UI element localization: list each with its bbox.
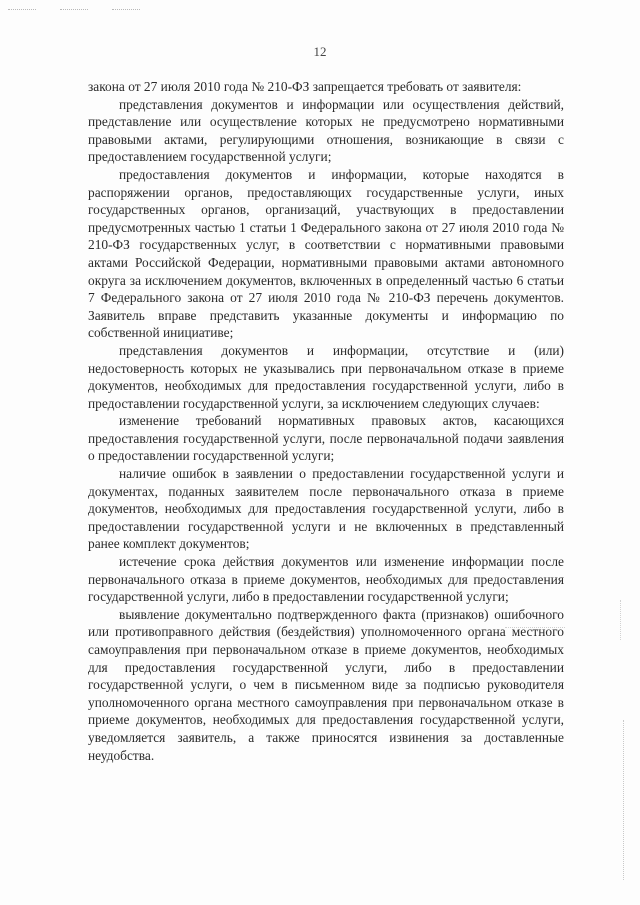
paragraph-4: представления документов и информации, отсутствие и (или) недостоверность которых не указывались при первоначальном отказе в приеме документов, необходимых для предоставления государственной услуги, либо в предоставлении государственной услуги, за исключением следующих случаев: [88,342,564,411]
document-body [88,78,564,764]
scan-smudge [505,627,565,636]
scan-artifact [8,9,178,13]
paragraph-6: наличие ошибок в заявлении о предоставлении государственной услуги и документах, поданных заявителем после первоначального отказа в приеме документов, необходимых для предоставления государственной услуги, либо в предоставлении государственной услуги и не включенных в представленный ранее комплект документов; [88,466,564,552]
scan-edge-mark [623,720,626,880]
paragraph-7: истечение срока действия документов или изменение информации после первоначального отказа в приеме документов, необходимых для предоставления государственной услуги, либо в предоставлении государственной услуги; [88,554,564,605]
scan-edge-mark [620,600,622,640]
paragraph-5: изменение требований нормативных правовых актов, касающихся предоставления государственной услуги, после первоначальной подачи заявления о предоставлении государственной услуги; [88,413,564,464]
page-number: 12 [313,44,327,59]
paragraph-3: предоставления документов и информации, которые находятся в распоряжении органов, предоставляющих государственные услуги, иных государственных органов, организаций, участвующих в предоставлении предусмотренных частью 1 статьи 1 Федерального закона от 27 июля 2010 года № 210-ФЗ государственных услуг, в соответствии с нормативными правовыми актами Российской Федерации, нормативными правовыми актами автономного округа за исключением документов, включенных в определенный частью 6 статьи 7 Федерального закона от 27 июля 2010 года № 210-ФЗ перечень документов. Заявитель вправе представить указанные документы и информацию по собственной инициативе; [88,166,564,341]
paragraph-2: представления документов и информации или осуществления действий, представление или осуществление которых не предусмотрено нормативными правовыми актами, регулирующими отношения, возникающие в связи с предоставлением государственной услуги; [88,96,564,165]
paragraph-8: выявление документально подтвержденного факта (признаков) ошибочного или противоправного действия (бездействия) уполномоченного органа местного самоуправления при первоначальном отказе в приеме документов, необходимых для предоставления государственной услуги, либо в предоставлении государственной услуги, о чем в письменном виде за подписью руководителя уполномоченного органа местного самоуправления при первоначальном отказе в приеме документов, необходимых для предоставления государственной услуги, уведомляется заявитель, а также приносятся извинения за доставленные неудобства. [88,606,564,763]
paragraph-1: закона от 27 июля 2010 года № 210-ФЗ запрещается требовать от заявителя: [88,79,522,94]
